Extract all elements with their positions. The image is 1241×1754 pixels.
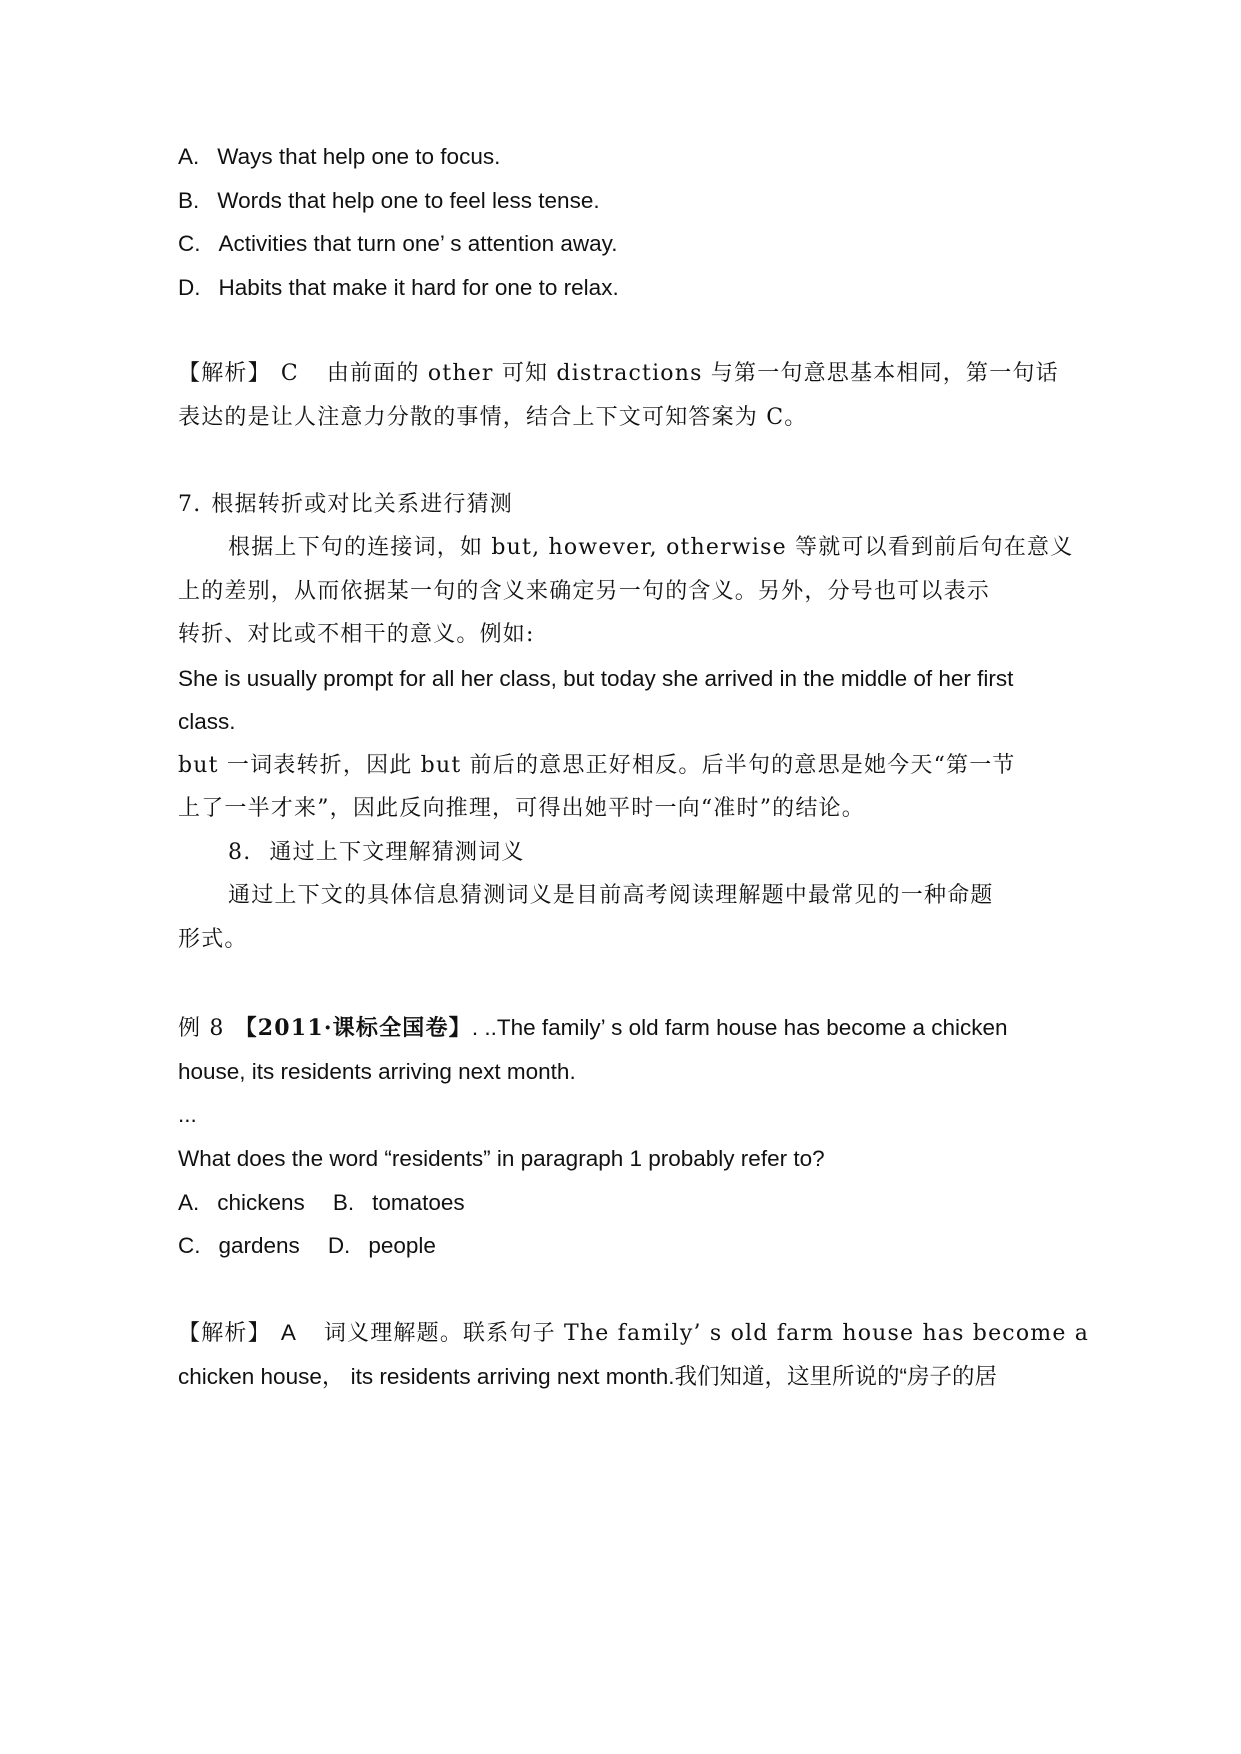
example-sentence-line-1: She is usually prompt for all her class, but today she arrived in the middle of her first — [178, 666, 1014, 691]
example-source: 【2011·课标全国卷】 — [234, 1015, 472, 1041]
analysis-8-line-2: chicken house， its residents arriving next month.我们知道，这里所说的“房子的居 — [178, 1364, 997, 1389]
option-a — [178, 142, 500, 172]
example-8-options-row-2 — [178, 1231, 436, 1261]
option-letter: C. — [178, 1233, 201, 1258]
option-text: Activities that turn one’ s attention away. — [218, 231, 618, 256]
option-text: Habits that make it hard for one to relax. — [218, 275, 619, 300]
example-8-options-row-1 — [178, 1188, 465, 1218]
analysis-8-line-1 — [178, 1318, 1089, 1349]
analysis-line-1 — [178, 359, 1059, 389]
example-8-line-1 — [178, 1013, 1008, 1044]
option-letter: D. — [327, 1233, 351, 1258]
option-text: tomatoes — [372, 1190, 465, 1215]
option-d — [178, 273, 619, 303]
section-title: 根据转折或对比关系进行猜测 — [211, 492, 513, 517]
option-text: Ways that help one to focus. — [217, 144, 501, 169]
section-8-heading — [228, 838, 525, 868]
section-8-para-line-2: 形式。 — [178, 927, 248, 952]
analysis-text: 由前面的 other 可知 distractions 与第一句意思基本相同，第一句话 — [326, 361, 1059, 386]
analysis-answer: A — [280, 1320, 296, 1345]
option-letter: A. — [178, 144, 200, 169]
option-letter: C. — [178, 231, 201, 256]
section-number: 8. — [228, 840, 252, 865]
option-letter: B. — [332, 1190, 355, 1215]
option-letter: B. — [178, 188, 200, 213]
section-title: 通过上下文理解猜测词义 — [269, 840, 525, 865]
option-letter: D. — [178, 275, 201, 300]
option-letter: A. — [178, 1190, 200, 1215]
example-8-question: What does the word “residents” in paragraph 1 probably refer to? — [178, 1146, 825, 1171]
section-7-heading — [178, 490, 513, 520]
example-8-line-2: house, its residents arriving next month. — [178, 1059, 576, 1084]
example-label: 例 8 — [178, 1016, 225, 1041]
option-text: Words that help one to feel less tense. — [217, 188, 600, 213]
option-text: gardens — [218, 1233, 300, 1258]
section-7-para-line-2: 上的差别，从而依据某一句的含义来确定另一句的含义。另外，分号也可以表示 — [178, 579, 991, 604]
section-8-para-line-1: 通过上下文的具体信息猜测词义是目前高考阅读理解题中最常见的一种命题 — [228, 883, 994, 908]
analysis-tag: 【解析】 — [178, 1321, 271, 1346]
analysis-line-2: 表达的是让人注意力分散的事情，结合上下文可知答案为 C。 — [178, 405, 808, 430]
explanation-line-2: 上了一半才来”，因此反向推理，可得出她平时一向“准时”的结论。 — [178, 796, 865, 821]
analysis-tag: 【解析】 — [178, 361, 271, 386]
example-8-ellipsis: ... — [178, 1102, 197, 1127]
option-text: chickens — [217, 1190, 305, 1215]
example-text: . ..The family’ s old farm house has become a chicken — [471, 1015, 1008, 1040]
explanation-line-1: but 一词表转折，因此 but 前后的意思正好相反。后半句的意思是她今天“第一节 — [178, 753, 1016, 778]
section-7-para-line-1: 根据上下句的连接词，如 but, however, otherwise 等就可以看到前后句在意义 — [228, 535, 1074, 560]
option-text: people — [368, 1233, 436, 1258]
analysis-text: 词义理解题。联系句子 The family’ s old farm house has become a — [323, 1321, 1090, 1346]
option-c — [178, 229, 617, 259]
section-number: 7. — [178, 492, 202, 517]
example-sentence-line-2: class. — [178, 709, 236, 734]
analysis-answer: C — [280, 361, 299, 386]
section-7-para-line-3: 转折、对比或不相干的意义。例如: — [178, 622, 535, 647]
option-b — [178, 186, 600, 216]
